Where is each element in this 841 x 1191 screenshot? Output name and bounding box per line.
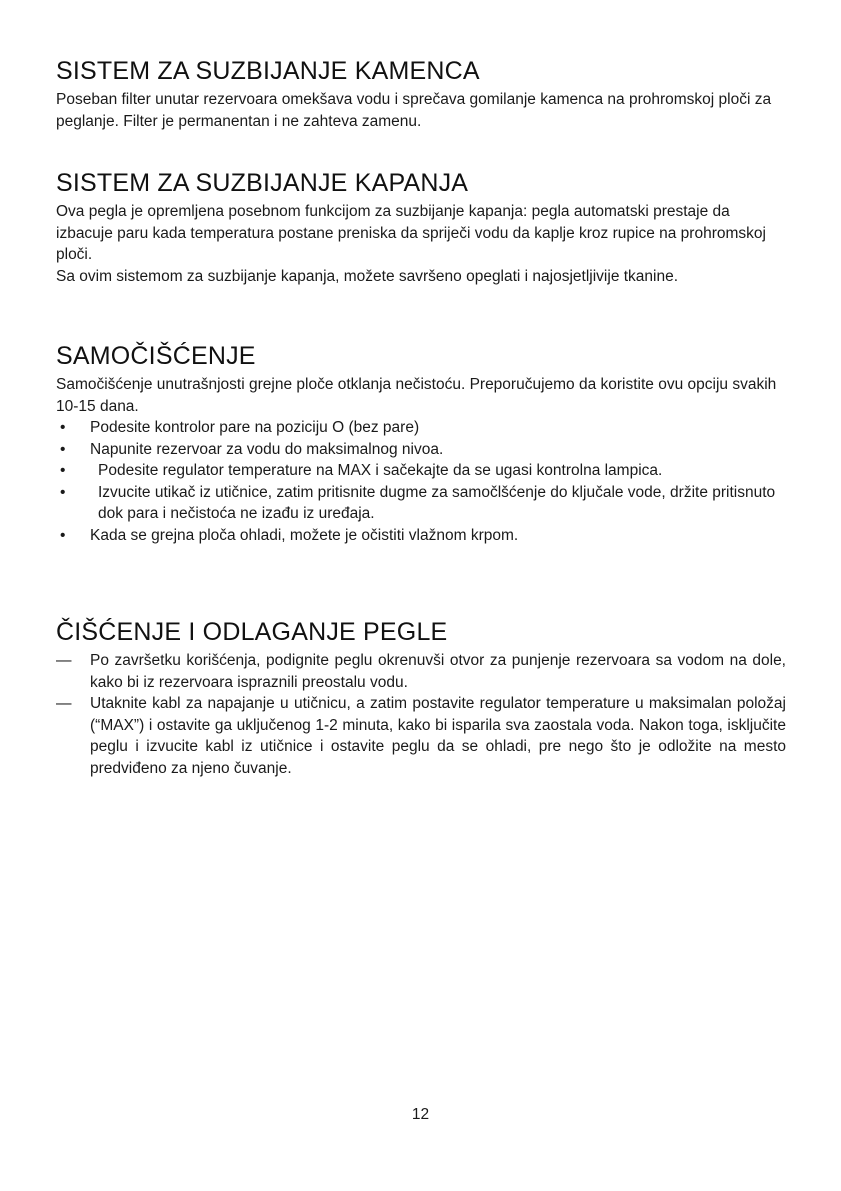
section-heading: SISTEM ZA SUZBIJANJE KAPANJA bbox=[56, 169, 469, 197]
list-item bbox=[56, 417, 786, 439]
section-heading: SISTEM ZA SUZBIJANJE KAMENCA bbox=[56, 57, 480, 85]
list-item bbox=[56, 460, 786, 482]
list-item bbox=[56, 693, 786, 779]
section-paragraph: Sa ovim sistemom za suzbijanje kapanja, možete savršeno opeglati i najosjetljivije tkanine. bbox=[56, 267, 679, 285]
list-item-text: Utaknite kabl za napajanje u utičnicu, a zatim postavite regulator temperature u maksimalan položaj (“MAX”) i ostavite ga uključenog 1-2 minuta, kako bi isparila sva zaostala voda. Nakon toga, isključite peglu i izvucite kabl iz utičnice i ostavite peglu da se ohladi, pre nego što je odložite na mesto predviđeno za njeno čuvanje. bbox=[90, 695, 786, 777]
page-number: 12 bbox=[411, 1106, 430, 1123]
section-heading: SAMOČIŠĆENJE bbox=[56, 342, 256, 370]
bullet-list bbox=[56, 417, 786, 546]
dash-mark: — bbox=[56, 695, 72, 712]
list-item bbox=[56, 650, 786, 693]
list-item-text: Podesite kontrolor pare na poziciju O (bez pare) bbox=[90, 419, 420, 436]
section-heading: ČIŠĆENJE I ODLAGANJE PEGLE bbox=[56, 618, 448, 646]
section-paragraph: Poseban filter unutar rezervoara omekšava vodu i sprečava gomilanje kamenca na prohromskoj ploči za peglanje. Filter je permanentan i ne zahteva zamenu. bbox=[56, 91, 772, 130]
bullet-mark: • bbox=[60, 462, 66, 479]
list-item bbox=[56, 482, 786, 525]
list-item bbox=[56, 525, 786, 547]
bullet-mark: • bbox=[60, 440, 66, 458]
bullet-mark: • bbox=[60, 526, 66, 544]
list-item-text: Napunite rezervoar za vodu do maksimalnog nivoa. bbox=[90, 440, 444, 458]
bullet-mark: • bbox=[60, 483, 66, 501]
section-paragraph: Samočišćenje unutrašnjosti grejne ploče otklanja nečistoću. Preporučujemo da koristite ovu opciju svakih 10-15 dana. bbox=[56, 376, 777, 415]
section-cleaning-storage bbox=[56, 617, 786, 779]
list-item-text: Po završetku korišćenja, podignite peglu okrenuvši otvor za punjenje rezervoara sa vodom na dole, kako bi iz rezervoara ispraznili preostalu vodu. bbox=[90, 652, 786, 691]
section-scale-system bbox=[56, 56, 786, 132]
section-anti-drip-system bbox=[56, 168, 786, 287]
list-item-text: Izvucite utikač iz utičnice, zatim pritisnite dugme za samočlšćenje do ključale vode, držite pritisnuto dok para i nečistoća ne izađu iz uređaja. bbox=[98, 483, 776, 522]
section-paragraph: Ova pegla je opremljena posebnom funkcijom za suzbijanje kapanja: pegla automatski prestaje da izbacuje paru kada temperatura postane preniska da spriječi vodu da kaplje kroz rupice na prohromskoj ploči. bbox=[56, 203, 766, 263]
list-item-text: Kada se grejna ploča ohladi, možete je očistiti vlažnom krpom. bbox=[90, 526, 519, 544]
dash-mark: — bbox=[56, 652, 72, 669]
section-self-cleaning bbox=[56, 341, 786, 546]
list-item-text: Podesite regulator temperature na MAX i sačekajte da se ugasi kontrolna lampica. bbox=[98, 462, 663, 479]
dash-list bbox=[56, 650, 786, 779]
bullet-mark: • bbox=[60, 419, 66, 436]
list-item bbox=[56, 439, 786, 461]
